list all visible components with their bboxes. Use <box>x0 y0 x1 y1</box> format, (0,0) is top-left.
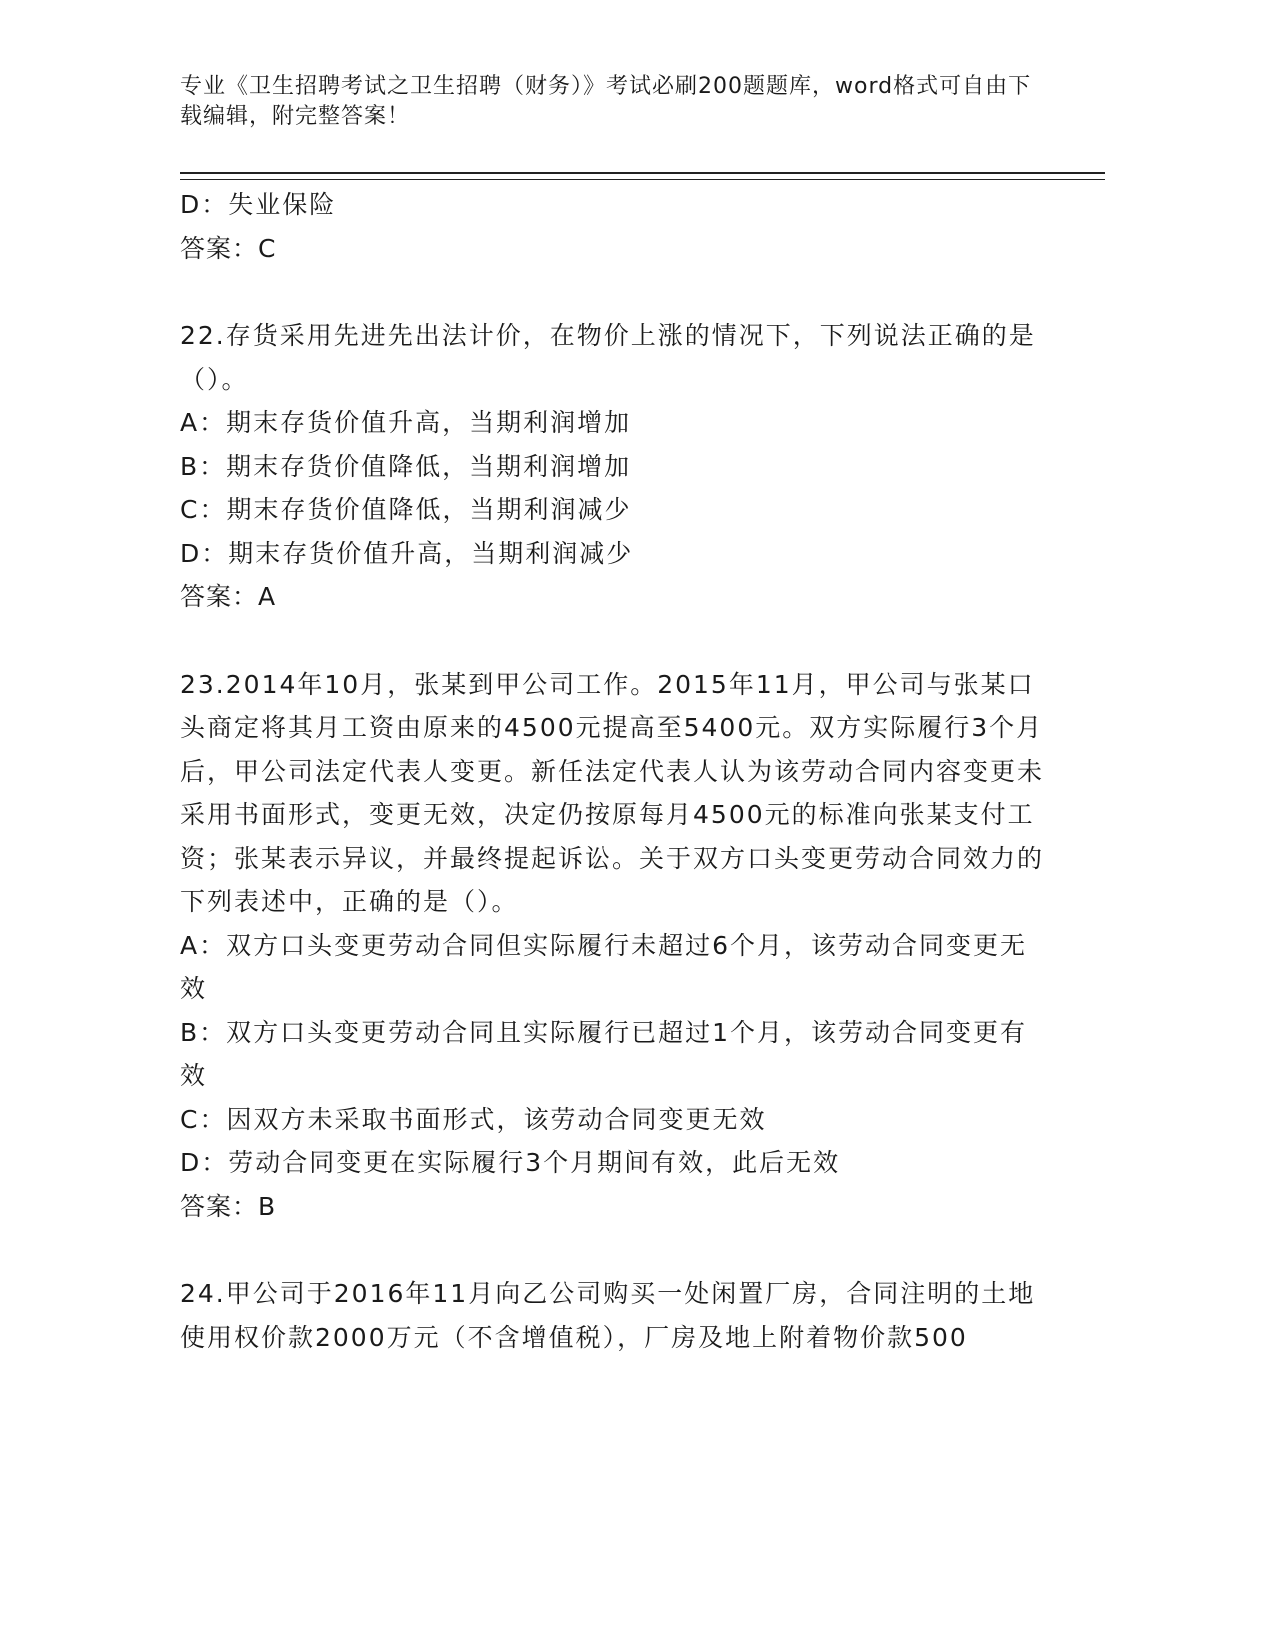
question-22 <box>180 314 1050 619</box>
question-23 <box>180 663 1050 1229</box>
previous-question-tail <box>180 183 1050 270</box>
option-d: D：劳动合同变更在实际履行3个月期间有效，此后无效 <box>180 1148 841 1177</box>
option-a: A：期末存货价值升高，当期利润增加 <box>180 408 632 437</box>
document-header <box>180 72 1040 132</box>
question-text: 23.2014年10月，张某到甲公司工作。2015年11月，甲公司与张某口头商定将其月工资由原来的4500元提高至5400元。双方实际履行3个月后，甲公司法定代表人变更。新任法定代表人认为该劳动合同内容变更未采用书面形式，变更无效，决定仍按原每月4500元的标准向张某支付工资；张某表示异议，并最终提起诉讼。关于双方口头变更劳动合同效力的下列表述中，正确的是（）。 <box>180 669 1045 916</box>
option-d: D：失业保险 <box>180 190 337 219</box>
answer-line: 答案：A <box>180 582 277 611</box>
answer-line: 答案：B <box>180 1191 277 1221</box>
option-d: D：期末存货价值升高，当期利润减少 <box>180 538 634 568</box>
spacer <box>180 619 1050 663</box>
spacer <box>180 270 1050 314</box>
option-c: C：因双方未采取书面形式，该劳动合同变更无效 <box>180 1104 767 1134</box>
spacer <box>180 1228 1050 1272</box>
document-title: 专业《卫生招聘考试之卫生招聘（财务）》考试必刷200题题库，word格式可自由下载编辑，附完整答案！ <box>180 74 1032 129</box>
document-body <box>180 183 1050 1359</box>
question-text: 24.甲公司于2016年11月向乙公司购买一处闲置厂房，合同注明的土地使用权价款2000万元（不含增值税），厂房及地上附着物价款500 <box>180 1279 1036 1352</box>
question-24 <box>180 1272 1050 1359</box>
answer-line: 答案：C <box>180 233 277 263</box>
option-c: C：期末存货价值降低，当期利润减少 <box>180 495 632 524</box>
option-a: A：双方口头变更劳动合同但实际履行未超过6个月，该劳动合同变更无效 <box>180 930 1028 1003</box>
header-divider <box>180 172 1105 180</box>
option-b: B：期末存货价值降低，当期利润增加 <box>180 451 632 481</box>
question-text: 22.存货采用先进先出法计价，在物价上涨的情况下，下列说法正确的是（）。 <box>180 321 1036 394</box>
option-b: B：双方口头变更劳动合同且实际履行已超过1个月，该劳动合同变更有效 <box>180 1017 1028 1090</box>
